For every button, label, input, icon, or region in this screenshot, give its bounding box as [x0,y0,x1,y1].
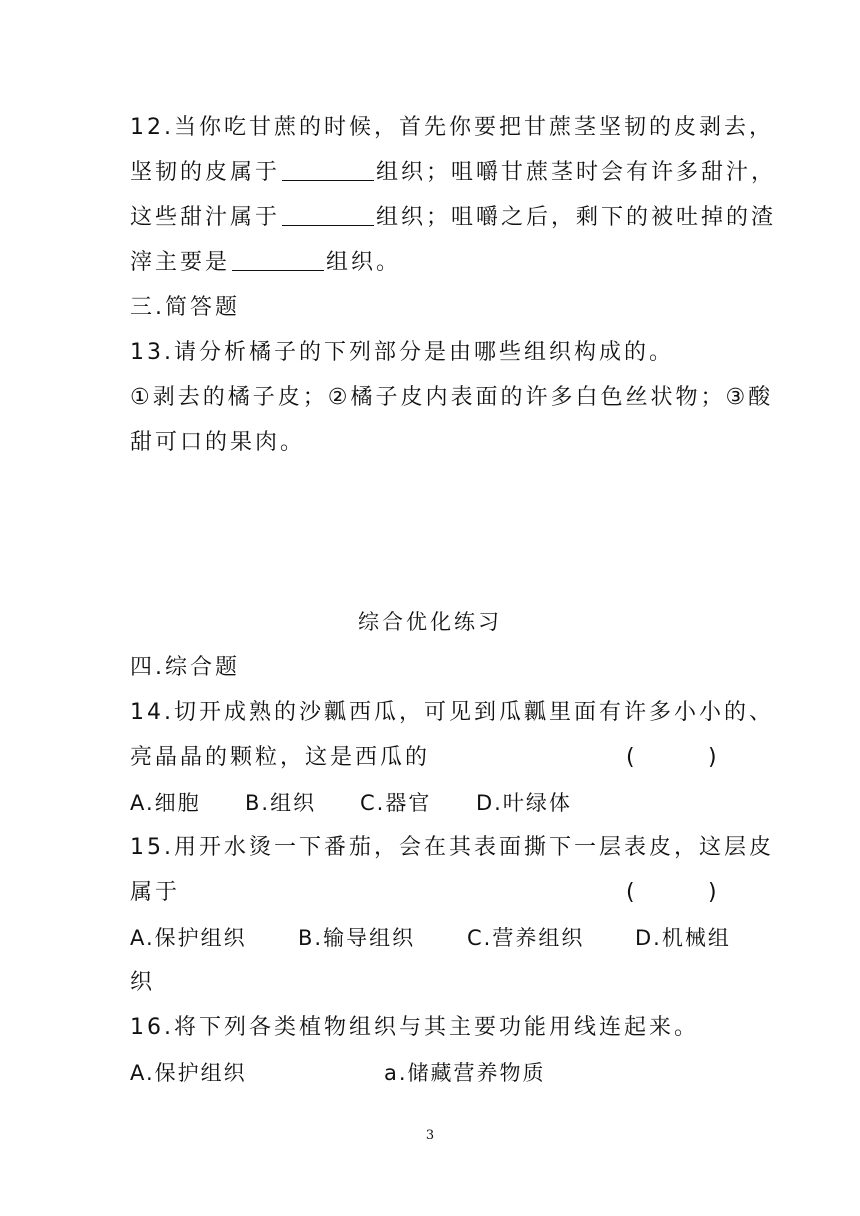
q15-option-a[interactable]: A.保护组织 [130,926,247,950]
q15-answer-paren-open: ( [626,880,635,905]
q16-left-item-a[interactable]: A.保护组织 [130,1061,247,1085]
q14-line-1: 14.切开成熟的沙瓤西瓜，可见到瓜瓤里面有许多小小的、 [130,700,774,725]
q12-line-4-suffix: 组织。 [326,250,402,275]
q12-line-2-suffix: 组织；咀嚼甘蔗茎时会有许多甜汁， [376,160,777,185]
fill-blank-1[interactable] [282,160,374,181]
q15-option-b[interactable]: B.输导组织 [298,926,416,950]
q12-line-4-prefix: 滓主要是 [130,250,231,275]
section-heading-short-answer: 三.简答题 [130,295,240,320]
q14-answer-paren-open: ( [626,745,635,770]
fill-blank-3[interactable] [232,250,324,271]
fill-blank-2[interactable] [282,205,374,226]
q12-line-3-prefix: 这些甜汁属于 [130,205,281,230]
q15-option-d-wrap: 织 [130,970,156,995]
q15-line-2: 属于 [130,880,181,905]
q13-line-2: ①剥去的橘子皮；②橘子皮内表面的许多白色丝状物；③酸 [130,385,774,410]
q12-line-3-suffix: 组织；咀嚼之后，剩下的被吐掉的渣 [376,205,777,230]
q15-option-d[interactable]: D.机械组 [635,926,731,950]
q12-line-2-prefix: 坚韧的皮属于 [130,160,281,185]
q16-line-1: 16.将下列各类植物组织与其主要功能用线连起来。 [130,1015,699,1040]
q13-line-1: 13.请分析橘子的下列部分是由哪些组织构成的。 [130,340,674,365]
q12-line-2 [130,158,776,188]
q14-answer-paren-close: ) [708,745,717,770]
page-number: 3 [425,1128,435,1143]
q14-option-a[interactable]: A.细胞 [130,791,201,815]
q12-line-1: 12.当你吃甘蔗的时候，首先你要把甘蔗茎坚韧的皮剥去， [130,115,774,140]
q16-right-item-a[interactable]: a.储藏营养物质 [384,1061,546,1085]
q12-line-4 [130,248,401,278]
comprehensive-practice-title: 综合优化练习 [358,610,502,634]
q14-option-b[interactable]: B.组织 [245,791,317,815]
section-heading-comprehensive: 四.综合题 [130,655,240,680]
q14-line-2: 亮晶晶的颗粒，这是西瓜的 [130,745,431,770]
q12-line-3 [130,203,776,233]
q15-answer-paren-close: ) [708,880,717,905]
q15-option-c[interactable]: C.营养组织 [467,926,585,950]
q13-line-3: 甜可口的果肉。 [130,430,306,455]
q14-option-c[interactable]: C.器官 [360,791,432,815]
q14-option-d[interactable]: D.叶绿体 [476,791,572,815]
q15-line-1: 15.用开水烫一下番茄，会在其表面撕下一层表皮，这层皮 [130,835,774,860]
